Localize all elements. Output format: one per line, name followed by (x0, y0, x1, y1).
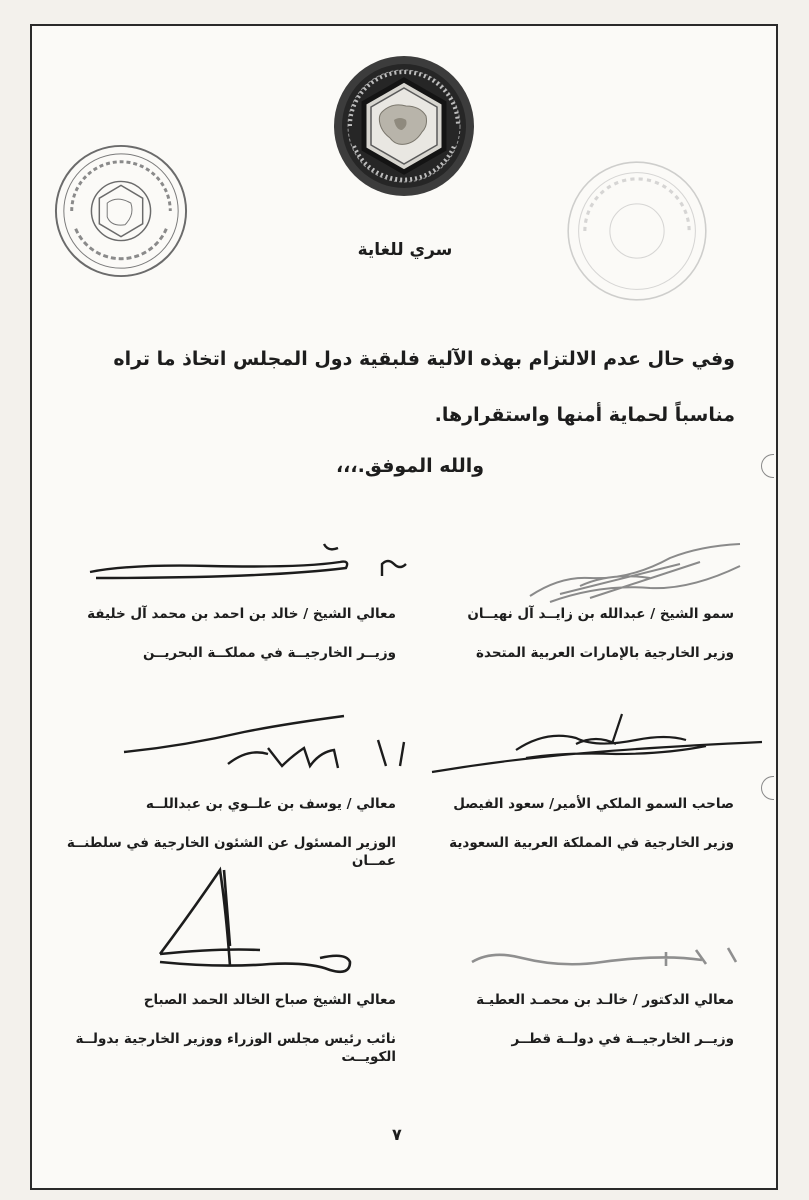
signatory-name: معالي الدكتور / خالـد بن محمـد العطيـة (476, 992, 734, 1008)
signature-bahrain (84, 536, 414, 588)
body-paragraph-line-1: وفي حال عدم الالتزام بهذه الآلية فلبقية دول المجلس اتخاذ ما تراه (113, 348, 735, 370)
signatory-name: معالي / يوسف بن علــوي بن عبداللــه (145, 796, 396, 812)
signatory-title: نائب رئيس مجلس الوزراء ووزير الخارجية بدولــة الكويــت (75, 1031, 396, 1066)
signature-kuwait (150, 858, 360, 978)
signature-saudi (426, 706, 776, 782)
signatory-saudi (404, 796, 734, 852)
faint-seal-stamp (564, 158, 710, 304)
signatory-title: وزيــر الخارجيــة في دولــة قطــر (511, 1031, 734, 1047)
signatory-qatar (404, 992, 734, 1048)
binder-hole-mark (761, 454, 774, 478)
signatory-name: معالي الشيخ صباح الخالد الحمد الصباح (143, 992, 396, 1008)
signatory-uae (404, 606, 734, 662)
signature-qatar (466, 934, 756, 984)
classification-label: سري للغاية (357, 240, 453, 260)
signatory-title: وزير الخارجية في المملكة العربية السعودية (449, 835, 734, 851)
archive-seal-stamp (52, 142, 190, 280)
signature-oman (118, 712, 418, 782)
signatory-title: الوزير المسئول عن الشئون الخارجية في سلطنــة عمــان (66, 835, 396, 870)
signatory-name: معالي الشيخ / خالد بن احمد بن محمد آل خليفة (87, 606, 396, 622)
signatory-oman (66, 796, 396, 870)
closing-phrase: والله الموفق.،،، (335, 455, 485, 477)
signatory-title: وزيــر الخارجيــة في مملكــة البحريــن (142, 645, 396, 661)
signatory-name: صاحب السمو الملكي الأمير/ سعود الفيصل (453, 796, 734, 812)
signatory-bahrain (66, 606, 396, 662)
signatory-name: سمو الشيخ / عبدالله بن زايــد آل نهيــان (467, 606, 734, 622)
signatory-kuwait (66, 992, 396, 1066)
page-number: ٧ (392, 1125, 402, 1144)
signature-uae (520, 536, 770, 616)
gcc-emblem (332, 54, 476, 198)
signatory-title: وزير الخارجية بالإمارات العربية المتحدة (476, 645, 734, 661)
body-paragraph-line-2: مناسباً لحماية أمنها واستقرارها. (434, 404, 735, 426)
